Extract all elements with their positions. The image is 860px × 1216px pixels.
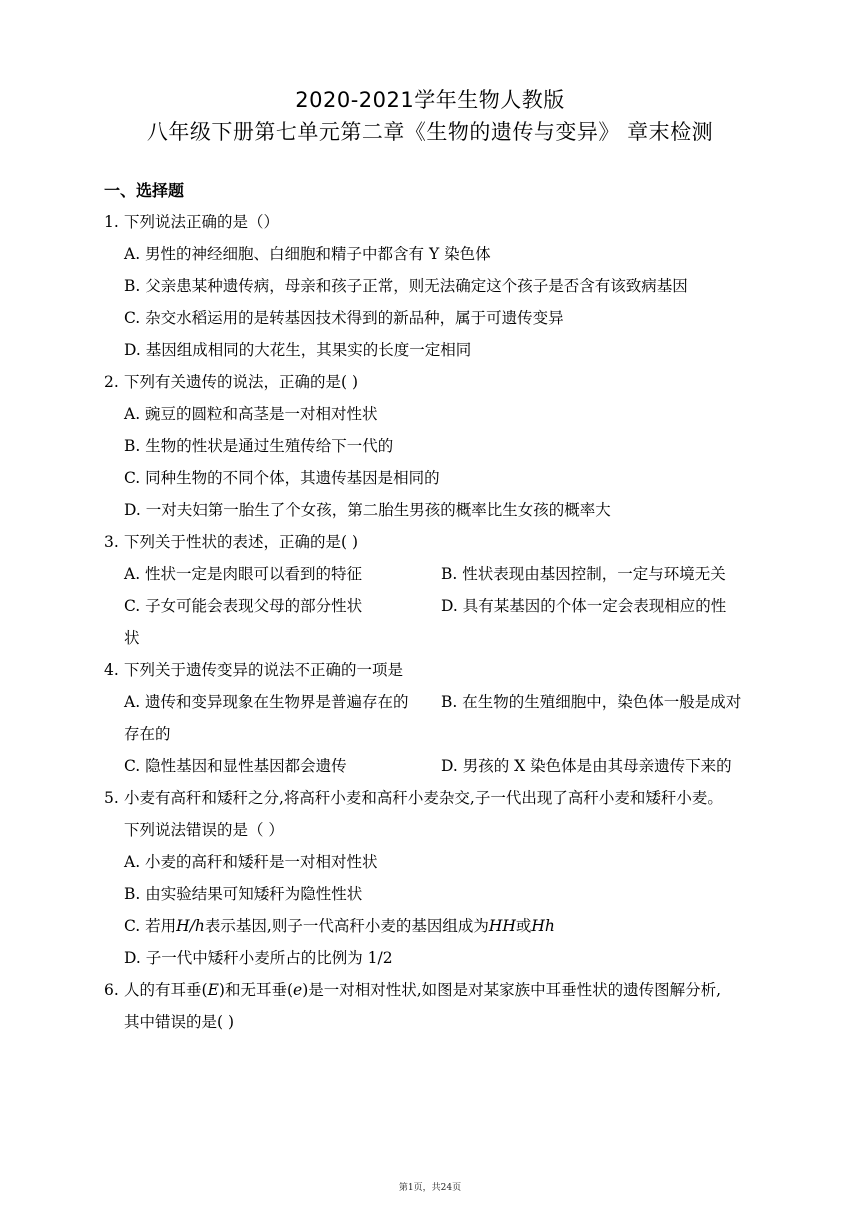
- q1-option-a: A. 男性的神经细胞、白细胞和精子中都含有 Y 染色体: [124, 245, 491, 263]
- q4-option-d: D. 男孩的 X 染色体是由其母亲遗传下来的: [441, 757, 732, 775]
- q4-option-b: B. 在生物的生殖细胞中，染色体一般是成对: [441, 693, 742, 711]
- q2-option-a: A. 豌豆的圆粒和高茎是一对相对性状: [124, 405, 378, 423]
- q4-option-a: A. 遗传和变异现象在生物界是普遍存在的: [124, 693, 409, 711]
- q3-option-d: D. 具有某基因的个体一定会表现相应的性: [441, 597, 727, 615]
- question-6: 6. 人的有耳垂(E)和无耳垂(e)是一对相对性状,如图是对某家族中耳垂性状的遗传图解分析,: [104, 981, 722, 999]
- question-4-stem: 下列关于遗传变异的说法不正确的一项是: [124, 661, 404, 679]
- question-5: 5. 小麦有高秆和矮秆之分,将高秆小麦和高秆小麦杂交,子一代出现了高秆小麦和矮秆小麦。: [104, 789, 723, 807]
- q5-option-a: A. 小麦的高秆和矮秆是一对相对性状: [124, 853, 378, 871]
- q3-option-d-continued: 状: [124, 629, 140, 647]
- q5-option-d: D. 子一代中矮秆小麦所占的比例为 1/2: [124, 949, 393, 967]
- q2-option-b: B. 生物的性状是通过生殖传给下一代的: [124, 437, 394, 455]
- q4-option-c: C. 隐性基因和显性基因都会遗传: [124, 757, 347, 775]
- q1-option-c: C. 杂交水稻运用的是转基因技术得到的新品种，属于可遗传变异: [124, 309, 564, 327]
- q3-option-a: A. 性状一定是肉眼可以看到的特征: [124, 565, 363, 583]
- genotype-hh-hetero: Hh: [531, 917, 555, 935]
- allele-dominant: E: [207, 981, 219, 999]
- q3-option-b: B. 性状表现由基因控制，一定与环境无关: [441, 565, 726, 583]
- question-2-stem: 下列有关遗传的说法，正确的是( ): [124, 373, 359, 391]
- question-6-stem-continued: 其中错误的是( ): [124, 1013, 235, 1031]
- question-3: 3. 下列关于性状的表述，正确的是( ): [104, 533, 359, 551]
- q2-option-c: C. 同种生物的不同个体，其遗传基因是相同的: [124, 469, 440, 487]
- q1-option-d: D. 基因组成相同的大花生，其果实的长度一定相同: [124, 341, 472, 359]
- question-2: 2. 下列有关遗传的说法，正确的是( ): [104, 373, 359, 391]
- q1-option-b: B. 父亲患某种遗传病，母亲和孩子正常，则无法确定这个孩子是否含有该致病基因: [124, 277, 688, 295]
- page-footer: 第1页，共24页: [398, 1183, 462, 1193]
- question-4: 4. 下列关于遗传变异的说法不正确的一项是: [104, 661, 404, 679]
- question-1-stem: 下列说法正确的是（）: [124, 213, 280, 231]
- section-heading: 一、选择题: [104, 181, 185, 200]
- question-1: 1. 下列说法正确的是（）: [104, 213, 280, 231]
- question-3-stem: 下列关于性状的表述，正确的是( ): [124, 533, 359, 551]
- gene-symbol-h: H/h: [176, 917, 205, 935]
- q2-option-d: D. 一对夫妇第一胎生了个女孩，第二胎生男孩的概率比生女孩的概率大: [124, 501, 611, 519]
- genotype-hh: HH: [488, 917, 516, 935]
- q4-option-a-continued: 存在的: [124, 725, 171, 743]
- q5-option-c: C. 若用H/h表示基因,则子一代高秆小麦的基因组成为HH或Hh: [124, 917, 555, 935]
- title-line-2: 八年级下册第七单元第二章《生物的遗传与变异》 章末检测: [146, 120, 714, 144]
- q3-option-c: C. 子女可能会表现父母的部分性状: [124, 597, 363, 615]
- question-5-stem: 小麦有高秆和矮秆之分,将高秆小麦和高秆小麦杂交,子一代出现了高秆小麦和矮秆小麦。: [124, 789, 723, 807]
- title-line-1: 2020-2021学年生物人教版: [295, 88, 565, 112]
- question-5-stem-continued: 下列说法错误的是（ ）: [124, 821, 284, 839]
- q5-option-b: B. 由实验结果可知矮秆为隐性性状: [124, 885, 363, 903]
- allele-recessive: e: [293, 981, 303, 999]
